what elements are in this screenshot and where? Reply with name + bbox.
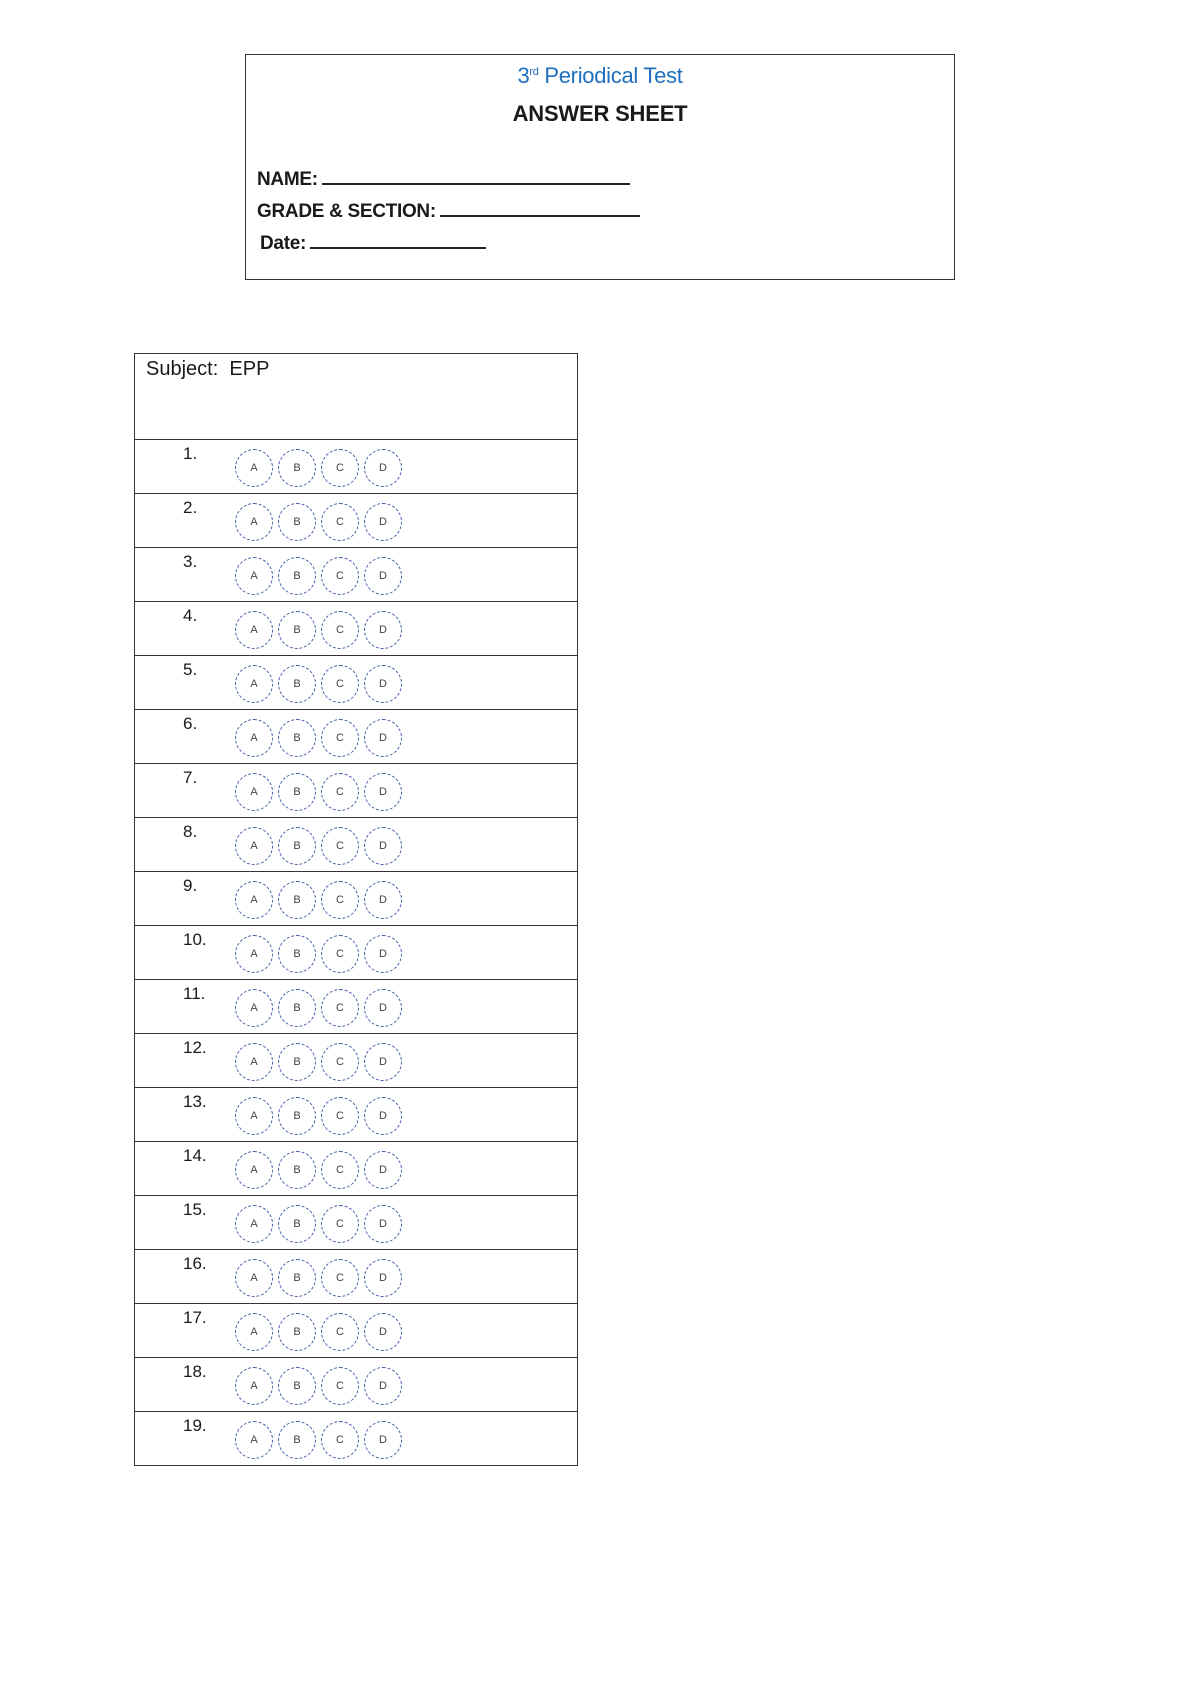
- grade-section-blank[interactable]: [440, 201, 640, 217]
- answer-bubble-d[interactable]: D: [364, 935, 402, 973]
- answer-bubble-b[interactable]: B: [278, 611, 316, 649]
- answer-bubble-d[interactable]: D: [364, 1205, 402, 1243]
- question-row: [135, 1088, 578, 1142]
- question-row: [135, 548, 578, 602]
- answer-bubbles: [235, 665, 402, 703]
- question-cell: [135, 494, 578, 548]
- question-cell: [135, 1358, 578, 1412]
- answer-bubbles: [235, 1043, 402, 1081]
- answer-bubble-b[interactable]: B: [278, 881, 316, 919]
- answer-bubble-d[interactable]: D: [364, 827, 402, 865]
- answer-bubble-b[interactable]: B: [278, 449, 316, 487]
- answer-bubble-a[interactable]: A: [235, 881, 273, 919]
- subject-cell: [135, 354, 578, 440]
- grade-section-field: [257, 201, 640, 223]
- question-number: 16.: [183, 1254, 207, 1273]
- subject-label: Subject:: [146, 358, 219, 380]
- question-row: [135, 1142, 578, 1196]
- answer-bubble-c[interactable]: C: [321, 611, 359, 649]
- question-row: [135, 872, 578, 926]
- answer-bubbles: [235, 1367, 402, 1405]
- answer-bubble-a[interactable]: A: [235, 989, 273, 1027]
- answer-bubbles: [235, 935, 402, 973]
- answer-bubbles: [235, 1259, 402, 1297]
- question-number: 6.: [183, 714, 198, 733]
- answer-bubbles: [235, 881, 402, 919]
- answer-bubble-a[interactable]: A: [235, 449, 273, 487]
- answer-bubble-b[interactable]: B: [278, 503, 316, 541]
- answer-bubble-b[interactable]: B: [278, 827, 316, 865]
- answer-bubble-b[interactable]: B: [278, 1205, 316, 1243]
- question-cell: [135, 1088, 578, 1142]
- question-number: 18.: [183, 1362, 207, 1381]
- title-text: Periodical Test: [538, 63, 683, 88]
- answer-bubbles: [235, 1313, 402, 1351]
- question-cell: [135, 440, 578, 494]
- test-title: [246, 63, 954, 89]
- question-number: 3.: [183, 552, 198, 571]
- answer-bubble-d[interactable]: D: [364, 773, 402, 811]
- question-cell: [135, 818, 578, 872]
- answer-bubbles: [235, 1421, 402, 1459]
- answer-bubble-c[interactable]: C: [321, 665, 359, 703]
- question-cell: [135, 710, 578, 764]
- question-cell: [135, 872, 578, 926]
- question-number: 9.: [183, 876, 198, 895]
- answer-bubble-c[interactable]: C: [321, 773, 359, 811]
- answer-bubble-b[interactable]: B: [278, 557, 316, 595]
- question-row: [135, 764, 578, 818]
- answer-bubble-c[interactable]: C: [321, 503, 359, 541]
- date-blank[interactable]: [310, 233, 486, 249]
- answer-bubbles: [235, 449, 402, 487]
- question-row: [135, 494, 578, 548]
- answer-bubble-b[interactable]: B: [278, 773, 316, 811]
- answer-bubble-a[interactable]: A: [235, 1367, 273, 1405]
- answer-bubble-d[interactable]: D: [364, 881, 402, 919]
- answer-bubble-a[interactable]: A: [235, 935, 273, 973]
- answer-bubble-b[interactable]: B: [278, 1259, 316, 1297]
- answer-bubble-b[interactable]: B: [278, 1097, 316, 1135]
- title-ordinal-suffix: rd: [529, 66, 539, 78]
- question-row: [135, 1358, 578, 1412]
- question-row: [135, 602, 578, 656]
- answer-bubble-b[interactable]: B: [278, 1043, 316, 1081]
- answer-bubble-c[interactable]: C: [321, 881, 359, 919]
- answer-bubble-a[interactable]: A: [235, 1151, 273, 1189]
- question-cell: [135, 1034, 578, 1088]
- answer-bubble-c[interactable]: C: [321, 827, 359, 865]
- answer-bubble-b[interactable]: B: [278, 719, 316, 757]
- answer-bubble-d[interactable]: D: [364, 665, 402, 703]
- question-row: [135, 656, 578, 710]
- answer-bubble-b[interactable]: B: [278, 665, 316, 703]
- answer-bubble-a[interactable]: A: [235, 773, 273, 811]
- answer-bubble-b[interactable]: B: [278, 935, 316, 973]
- answer-bubble-a[interactable]: A: [235, 719, 273, 757]
- answer-bubbles: [235, 1097, 402, 1135]
- answer-bubble-d[interactable]: D: [364, 1421, 402, 1459]
- question-cell: [135, 1304, 578, 1358]
- answer-bubble-b[interactable]: B: [278, 989, 316, 1027]
- answer-bubble-d[interactable]: D: [364, 1313, 402, 1351]
- answer-bubble-d[interactable]: D: [364, 1097, 402, 1135]
- subject-value: EPP: [229, 358, 270, 380]
- question-cell: [135, 548, 578, 602]
- question-number: 10.: [183, 930, 207, 949]
- answer-bubble-c[interactable]: C: [321, 1097, 359, 1135]
- title-ordinal: 3: [517, 63, 530, 88]
- answer-bubbles: [235, 827, 402, 865]
- question-number: 2.: [183, 498, 198, 517]
- question-row: [135, 1250, 578, 1304]
- answer-bubble-d[interactable]: D: [364, 449, 402, 487]
- question-number: 4.: [183, 606, 198, 625]
- answer-bubbles: [235, 611, 402, 649]
- answer-bubble-a[interactable]: A: [235, 1043, 273, 1081]
- question-number: 12.: [183, 1038, 207, 1057]
- answer-bubble-a[interactable]: A: [235, 1259, 273, 1297]
- answer-bubble-c[interactable]: C: [321, 449, 359, 487]
- question-number: 7.: [183, 768, 198, 787]
- question-cell: [135, 1250, 578, 1304]
- answer-sheet-heading: ANSWER SHEET: [512, 101, 688, 126]
- question-row: [135, 1034, 578, 1088]
- question-number: 19.: [183, 1416, 207, 1435]
- answer-bubbles: [235, 989, 402, 1027]
- answer-bubble-a[interactable]: A: [235, 611, 273, 649]
- answer-bubble-d[interactable]: D: [364, 1151, 402, 1189]
- name-field: [257, 169, 630, 191]
- answer-bubble-c[interactable]: C: [321, 557, 359, 595]
- question-number: 17.: [183, 1308, 207, 1327]
- answer-bubble-b[interactable]: B: [278, 1367, 316, 1405]
- grade-section-label: GRADE & SECTION:: [257, 201, 436, 222]
- answer-bubble-a[interactable]: A: [235, 1097, 273, 1135]
- question-row: [135, 1196, 578, 1250]
- question-row: [135, 440, 578, 494]
- answer-bubbles: [235, 719, 402, 757]
- answer-bubble-c[interactable]: C: [321, 989, 359, 1027]
- question-number: 1.: [183, 444, 198, 463]
- question-row: [135, 818, 578, 872]
- question-row: [135, 926, 578, 980]
- answer-bubble-b[interactable]: B: [278, 1421, 316, 1459]
- name-label: NAME:: [257, 169, 318, 190]
- answer-bubble-a[interactable]: A: [235, 503, 273, 541]
- answer-bubble-b[interactable]: B: [278, 1313, 316, 1351]
- answer-bubble-b[interactable]: B: [278, 1151, 316, 1189]
- question-row: [135, 980, 578, 1034]
- answer-bubble-d[interactable]: D: [364, 1259, 402, 1297]
- answer-bubble-a[interactable]: A: [235, 665, 273, 703]
- answer-bubble-c[interactable]: C: [321, 1259, 359, 1297]
- question-row: [135, 1304, 578, 1358]
- answer-bubble-d[interactable]: D: [364, 557, 402, 595]
- name-blank[interactable]: [322, 169, 630, 185]
- question-row: [135, 710, 578, 764]
- answer-bubble-c[interactable]: C: [321, 1205, 359, 1243]
- answer-bubble-c[interactable]: C: [321, 1151, 359, 1189]
- question-number: 5.: [183, 660, 198, 679]
- answer-bubble-d[interactable]: D: [364, 1043, 402, 1081]
- question-number: 8.: [183, 822, 198, 841]
- answer-bubble-d[interactable]: D: [364, 611, 402, 649]
- question-cell: [135, 1142, 578, 1196]
- answer-bubbles: [235, 773, 402, 811]
- question-row: [135, 1412, 578, 1466]
- answer-bubble-a[interactable]: A: [235, 1421, 273, 1459]
- answer-bubble-d[interactable]: D: [364, 719, 402, 757]
- answer-bubbles: [235, 1205, 402, 1243]
- question-cell: [135, 764, 578, 818]
- answer-bubble-c[interactable]: C: [321, 1043, 359, 1081]
- answer-table: [134, 353, 578, 1466]
- answer-bubbles: [235, 557, 402, 595]
- date-field: [260, 233, 486, 255]
- answer-bubble-c[interactable]: C: [321, 1367, 359, 1405]
- answer-bubble-c[interactable]: C: [321, 935, 359, 973]
- answer-bubble-a[interactable]: A: [235, 1205, 273, 1243]
- answer-bubble-d[interactable]: D: [364, 503, 402, 541]
- date-label: Date:: [260, 233, 307, 254]
- answer-bubble-a[interactable]: A: [235, 827, 273, 865]
- question-cell: [135, 980, 578, 1034]
- answer-bubble-c[interactable]: C: [321, 1421, 359, 1459]
- question-number: 14.: [183, 1146, 207, 1165]
- answer-bubbles: [235, 503, 402, 541]
- question-cell: [135, 602, 578, 656]
- question-cell: [135, 1196, 578, 1250]
- question-number: 11.: [183, 984, 206, 1003]
- answer-bubble-a[interactable]: A: [235, 557, 273, 595]
- answer-bubble-c[interactable]: C: [321, 719, 359, 757]
- question-number: 15.: [183, 1200, 207, 1219]
- answer-bubble-d[interactable]: D: [364, 1367, 402, 1405]
- question-cell: [135, 656, 578, 710]
- answer-bubble-d[interactable]: D: [364, 989, 402, 1027]
- question-cell: [135, 1412, 578, 1466]
- question-cell: [135, 926, 578, 980]
- answer-bubbles: [235, 1151, 402, 1189]
- header-box: [245, 54, 955, 280]
- question-number: 13.: [183, 1092, 207, 1111]
- answer-bubble-c[interactable]: C: [321, 1313, 359, 1351]
- answer-bubble-a[interactable]: A: [235, 1313, 273, 1351]
